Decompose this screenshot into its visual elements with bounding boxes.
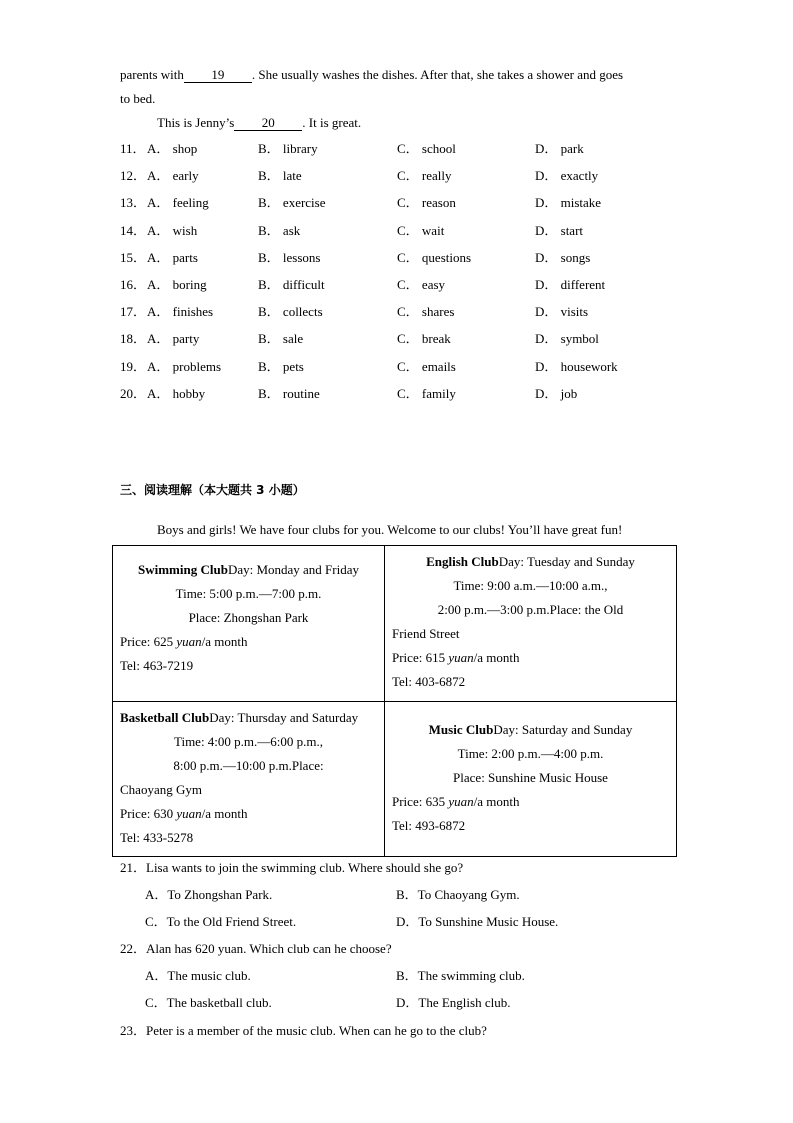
club-time-2: 8:00 p.m.—10:00 p.m.Place:: [173, 758, 324, 773]
cloze-text: parents with: [120, 67, 184, 82]
option-b: B． pets: [258, 359, 304, 374]
question-number: 16．: [120, 277, 147, 292]
question-number: 20．: [120, 386, 147, 401]
club-place: Place: Sunshine Music House: [453, 770, 608, 785]
question-stem: 22．Alan has 620 yuan. Which club can he choose?: [120, 941, 392, 956]
option-d: D．The English club.: [396, 995, 511, 1010]
blank-19: 19: [184, 68, 252, 83]
cloze-line-2: to bed.: [120, 91, 156, 106]
club-time: Time: 4:00 p.m.—6:00 p.m.,: [173, 734, 324, 749]
option-b: B． collects: [258, 304, 323, 319]
club-day: Day: Saturday and Sunday: [493, 722, 633, 737]
section-heading: 三、阅读理解（本大题共 3 小题）: [120, 483, 305, 497]
option-a: A． parts: [147, 250, 198, 265]
question-number: 15．: [120, 250, 147, 265]
club-place: Friend Street: [392, 626, 460, 641]
option-c: C． school: [397, 141, 456, 156]
club-price: Price: 625 yuan/a month: [120, 634, 248, 649]
option-c: C． reason: [397, 195, 456, 210]
option-b: B． lessons: [258, 250, 321, 265]
club-place: Place: Zhongshan Park: [188, 610, 309, 625]
option-b: B． ask: [258, 223, 301, 238]
option-c: C． family: [397, 386, 456, 401]
club-price: Price: 635 yuan/a month: [392, 794, 520, 809]
option-b: B． sale: [258, 331, 304, 346]
option-d: D． songs: [535, 250, 591, 265]
option-a: A． wish: [147, 223, 198, 238]
english-club-cell: [385, 546, 677, 702]
option-d: D． different: [535, 277, 606, 292]
option-b: B． library: [258, 141, 318, 156]
club-tel: Tel: 493-6872: [392, 818, 466, 833]
option-b: B． routine: [258, 386, 320, 401]
option-c: C． questions: [397, 250, 472, 265]
option-d: D． start: [535, 223, 584, 238]
option-d: D． housework: [535, 359, 618, 374]
question-number: 19．: [120, 359, 147, 374]
option-c: C．To the Old Friend Street.: [145, 914, 297, 929]
club-day: Day: Monday and Friday: [227, 562, 359, 577]
option-b: B． late: [258, 168, 302, 183]
blank-20: 20: [234, 116, 302, 131]
option-c: C． emails: [397, 359, 456, 374]
option-c: C．The basketball club.: [145, 995, 272, 1010]
question-number: 14．: [120, 223, 147, 238]
club-time: Time: 9:00 a.m.—10:00 a.m.,: [453, 578, 608, 593]
option-c: C． really: [397, 168, 452, 183]
option-d: D． symbol: [535, 331, 599, 346]
club-day: Day: Thursday and Saturday: [209, 710, 359, 725]
question-number: 11．: [120, 141, 146, 156]
question-number: 13．: [120, 195, 147, 210]
basketball-club-cell: [113, 702, 385, 857]
music-club-cell: [385, 702, 677, 857]
option-b: B．To Chaoyang Gym.: [396, 887, 520, 902]
option-a: A． hobby: [147, 386, 206, 401]
option-d: D．To Sunshine Music House.: [396, 914, 559, 929]
club-name: English Club: [426, 554, 499, 569]
option-a: A． finishes: [147, 304, 214, 319]
option-b: B． exercise: [258, 195, 326, 210]
club-tel: Tel: 433-5278: [120, 830, 194, 845]
question-23: 23．Peter is a member of the music club. When can he go to the club?: [120, 1023, 487, 1038]
club-day: Day: Tuesday and Sunday: [498, 554, 635, 569]
cloze-line-1: [120, 67, 623, 83]
cloze-text: . It is great.: [302, 115, 362, 130]
option-a: A． shop: [147, 141, 198, 156]
option-d: D． park: [535, 141, 584, 156]
club-time: Time: 2:00 p.m.—4:00 p.m.: [457, 746, 604, 761]
option-b: B． difficult: [258, 277, 325, 292]
club-time-2: 2:00 p.m.—3:00 p.m.Place: the Old: [437, 602, 624, 617]
option-d: D． exactly: [535, 168, 599, 183]
club-price: Price: 615 yuan/a month: [392, 650, 520, 665]
option-a: A． early: [147, 168, 199, 183]
option-a: A．To Zhongshan Park.: [145, 887, 273, 902]
club-price: Price: 630 yuan/a month: [120, 806, 248, 821]
question-number: 17．: [120, 304, 147, 319]
club-tel: Tel: 403-6872: [392, 674, 466, 689]
question-stem: 21．Lisa wants to join the swimming club. Where should she go?: [120, 860, 464, 875]
option-a: A． feeling: [147, 195, 209, 210]
club-time: Time: 5:00 p.m.—7:00 p.m.: [175, 586, 322, 601]
swimming-club-cell: [113, 546, 385, 702]
option-b: B．The swimming club.: [396, 968, 525, 983]
option-a: A．The music club.: [145, 968, 251, 983]
cloze-text: This is Jenny’s: [157, 115, 235, 130]
option-a: A． party: [147, 331, 200, 346]
option-d: D． mistake: [535, 195, 602, 210]
question-number: 18．: [120, 331, 147, 346]
option-a: A． boring: [147, 277, 207, 292]
option-c: C． shares: [397, 304, 455, 319]
clubs-table: [112, 545, 677, 857]
club-name: Swimming Club: [137, 562, 228, 577]
option-d: D． job: [535, 386, 578, 401]
option-c: C． easy: [397, 277, 446, 292]
club-name: Basketball Club: [120, 710, 210, 725]
cloze-line-3: [157, 115, 361, 131]
option-c: C． break: [397, 331, 451, 346]
question-number: 12．: [120, 168, 147, 183]
reading-intro: Boys and girls! We have four clubs for you. Welcome to our clubs! You’ll have great fun!: [157, 522, 623, 537]
cloze-text: . She usually washes the dishes. After that, she takes a shower and goes: [251, 67, 624, 82]
club-name: Music Club: [428, 722, 494, 737]
option-a: A． problems: [147, 359, 222, 374]
option-d: D． visits: [535, 304, 589, 319]
club-tel: Tel: 463-7219: [120, 658, 194, 673]
option-c: C． wait: [397, 223, 445, 238]
club-place: Chaoyang Gym: [120, 782, 202, 797]
